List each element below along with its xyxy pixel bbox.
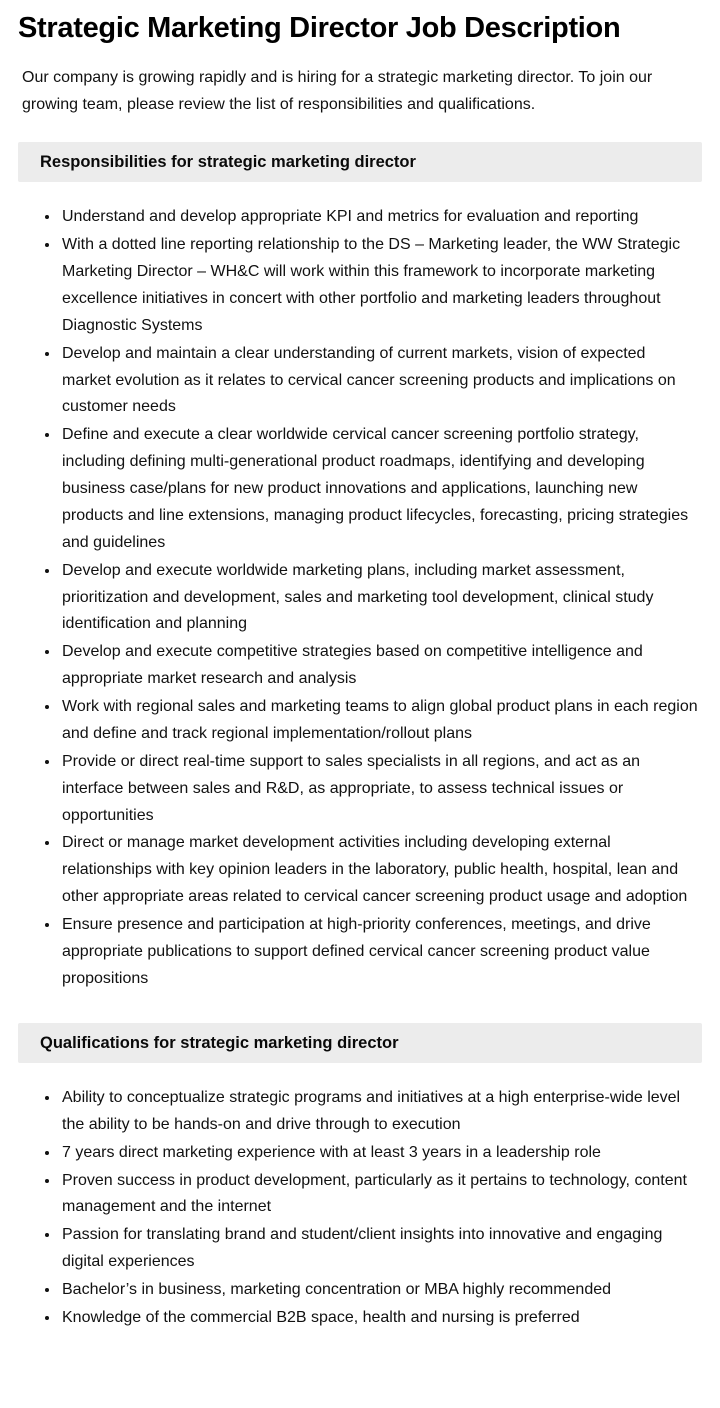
list-item: • Proven success in product development, particularly as it pertains to technology, content management and the internet [60, 1168, 698, 1222]
list-item: • Develop and execute worldwide marketing plans, including market assessment, prioritization and development, sales and marketing tool development, clinical study identification and planning [60, 558, 698, 639]
responsibilities-heading: Responsibilities for strategic marketing director [40, 153, 416, 172]
list-item: • Ensure presence and participation at high-priority conferences, meetings, and drive appropriate publications to support defined cervical cancer screening product value propositions [60, 912, 698, 993]
list-item: • Ability to conceptualize strategic programs and initiatives at a high enterprise-wide level the ability to be hands-on and drive through to execution [60, 1085, 698, 1139]
page-title: Strategic Marketing Director Job Description [18, 12, 621, 44]
list-item: • Develop and maintain a clear understanding of current markets, vision of expected market evolution as it relates to cervical cancer screening products and implications on customer needs [60, 341, 698, 422]
list-item: • Develop and execute competitive strategies based on competitive intelligence and appropriate market research and analysis [60, 639, 698, 693]
list-item: • Direct or manage market development activities including developing external relationships with key opinion leaders in the laboratory, public health, hospital, lean and other appropriate areas related to cervical cancer screening product usage and adoption [60, 830, 698, 911]
qualifications-list [18, 1085, 698, 1332]
list-item: • Work with regional sales and marketing teams to align global product plans in each region and define and track regional implementation/rollout plans [60, 694, 698, 748]
list-item: • Passion for translating brand and student/client insights into innovative and engaging digital experiences [60, 1222, 698, 1276]
list-item: • Understand and develop appropriate KPI and metrics for evaluation and reporting [60, 204, 698, 231]
list-item: • Define and execute a clear worldwide cervical cancer screening portfolio strategy, including defining multi-generational product roadmaps, identifying and developing business case/plans for new product innovations and applications, launching new products and line extensions, managing product lifecycles, forecasting, pricing strategies and guidelines [60, 422, 698, 556]
list-item: • Provide or direct real-time support to sales specialists in all regions, and act as an interface between sales and R&D, as appropriate, to assess technical issues or opportunities [60, 749, 698, 830]
responsibilities-list [18, 204, 698, 992]
list-item: • Knowledge of the commercial B2B space, health and nursing is preferred [60, 1305, 698, 1332]
list-item: • 7 years direct marketing experience with at least 3 years in a leadership role [60, 1140, 698, 1167]
intro-paragraph: Our company is growing rapidly and is hiring for a strategic marketing director. To join our growing team, please review the list of responsibilities and qualifications. [22, 68, 653, 113]
responsibilities-section-header [18, 142, 702, 182]
list-item: • With a dotted line reporting relationship to the DS – Marketing leader, the WW Strategic Marketing Director – WH&C will work within this framework to incorporate marketing excellence initiatives in concert with other portfolio and marketing leaders throughout Diagnostic Systems [60, 232, 698, 340]
list-item: • Bachelor’s in business, marketing concentration or MBA highly recommended [60, 1277, 698, 1304]
qualifications-section-header [18, 1023, 702, 1063]
qualifications-heading: Qualifications for strategic marketing director [40, 1033, 399, 1052]
